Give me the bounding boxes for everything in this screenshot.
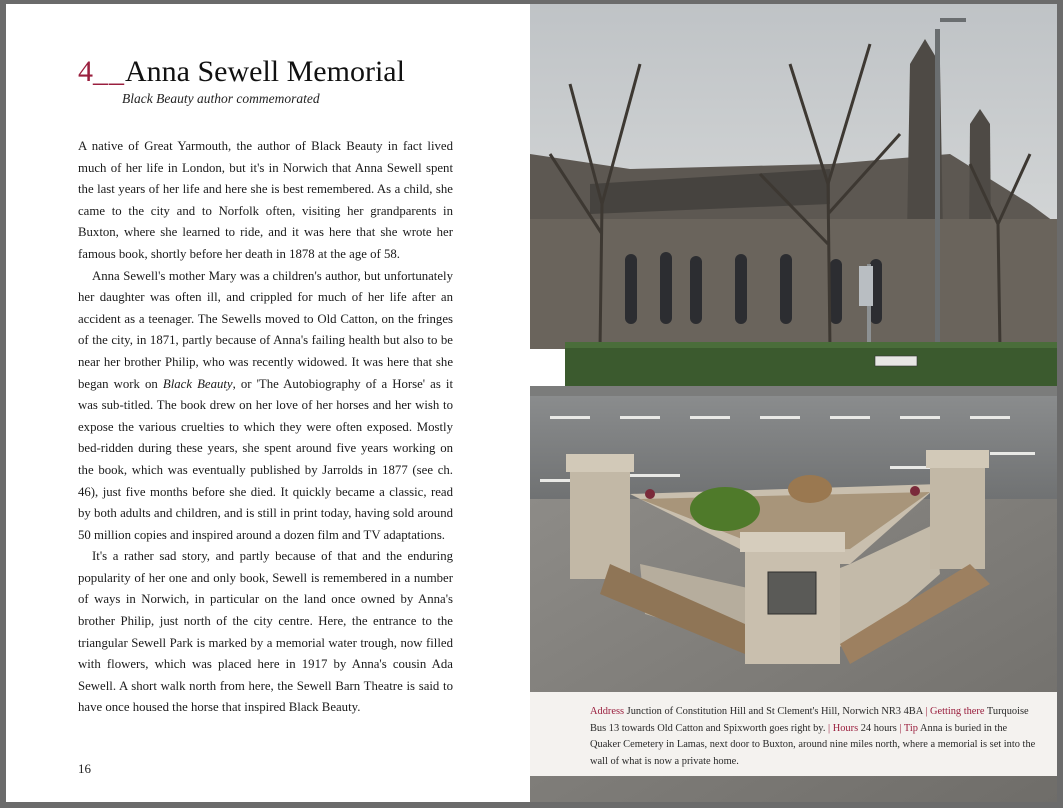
book-title-italic: Black Beauty (162, 376, 233, 391)
tip-label: Tip (903, 722, 918, 734)
chapter-title-text: Anna Sewell Memorial (125, 55, 405, 88)
getting-there-value: Turquoise Bus 13 towards Old Catton and Spixworth goes right by. (590, 706, 1029, 734)
memorial-trough-photo (530, 4, 1057, 802)
separator: | (828, 722, 831, 734)
memorial-plaque (768, 572, 816, 614)
chapter-separator: __ (93, 55, 125, 88)
chapter-title (78, 54, 405, 90)
caption-text (590, 704, 1038, 770)
hours-label: Hours (832, 722, 859, 734)
page-number: 16 (78, 761, 91, 776)
paragraph-2-part-2: , or 'The Autobiography of a Horse' as it was sub-titled. The book drew on her love of her horses and her wish to expose the various cruelties to which they were often exposed. Mostly bed-ridden during these years, she spent around five years working on the book, which was eventually published by Jarrolds in 1877 (see ch. 46), just five months before she died. It quickly became a classic, read by both adults and children, and is still in print today, having sold around 50 million copies and inspired around a dozen film and TV adaptations. (78, 376, 454, 542)
hours-value: 24 hours (858, 722, 900, 734)
photo-caption (530, 692, 1057, 776)
tip-value: Anna is buried in the Quaker Cemetery in Lamas, next door to Buxton, around nine miles north, where a memorial is set into the wall of what is now a private home. (590, 722, 1036, 767)
paragraph-3: It's a rather sad story, and partly because of that and the enduring popularity of her one and only book, Sewell is remembered in a number of ways in Norwich, in particular on the land once owned by Anna's brother Philip, just north of the city centre. Here, the entrance to the triangular Sewell Park is marked by a memorial water trough, now filled with flowers, which was placed here in 1917 by Anna's cousin Ada Sewell. A short walk north from here, the Sewell Barn Theatre is said to have once housed the horse that inspired Black Beauty. (78, 549, 453, 715)
address-value: Junction of Constitution Hill and St Clement's Hill, Norwich NR3 4BA (624, 706, 926, 717)
right-page (530, 4, 1057, 802)
book-spread (6, 4, 1057, 802)
paragraph-2-part-1: Anna Sewell's mother Mary was a children's author, but unfortunately her daughter was often ill, and crippled for much of her life after an accident as a teenager. The Sewells moved to Old Catton, on the fringes of the city, in 1871, partly because of Anna's failing health but also to be near her brother Philip, who was recently widowed. It was here that she began work on (78, 268, 453, 391)
street-name-sign (875, 356, 917, 366)
left-page (6, 4, 530, 802)
getting-there-label: Getting there (929, 706, 985, 717)
address-label: Address (590, 706, 625, 717)
road-sign (859, 266, 873, 306)
chapter-subtitle: Black Beauty author commemorated (122, 91, 320, 106)
separator: | (899, 722, 902, 734)
grass-plant (690, 487, 760, 531)
body-text (78, 136, 453, 719)
hedge (565, 342, 1057, 386)
paragraph-1: A native of Great Yarmouth, the author of Black Beauty in fact lived much of her life in London, but it's in Norwich that Anna Sewell spent the last years of her life and here she is best remembered. As a child, she came to the city and to Norfolk often, visiting her grandparents in Buxton, where she learned to ride, and it was here that she wrote her famous book, shortly before her death in 1878 at the age of 58. (78, 139, 453, 261)
chapter-number: 4 (78, 55, 93, 88)
separator: | (925, 706, 928, 717)
paragraph-2 (78, 266, 453, 547)
